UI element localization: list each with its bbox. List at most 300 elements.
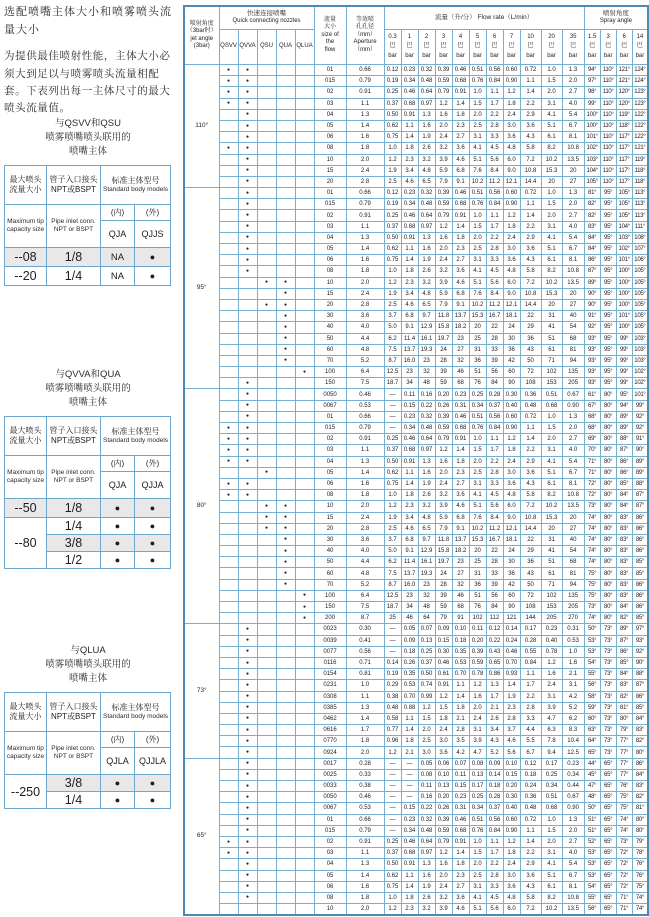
aperture-value: 2.4 xyxy=(346,288,384,299)
flow-rate-value: 1.5 xyxy=(418,713,435,724)
jet-angle-header-line: （3bar时） xyxy=(186,28,217,34)
spray-angle-value: 105° xyxy=(616,199,632,210)
nozzle-dot-qsu: ● xyxy=(257,523,276,534)
flow-rate-value: 112 xyxy=(486,613,503,624)
pressure-column-header xyxy=(452,30,469,65)
flow-rate-value: 4.7 xyxy=(541,713,562,724)
flow-rate-value: 0.32 xyxy=(418,411,435,422)
flow-rate-value: 3.6 xyxy=(503,478,520,489)
flow-rate-value: 2.9 xyxy=(520,109,541,120)
flow-rate-value: 4.5 xyxy=(486,490,503,501)
flow-rate-value: 3.6 xyxy=(503,881,520,892)
intro-paragraph: 为提供最佳喷射性能，主体大小必须大到足以与喷雾喷头流量相配套。下表列出每一主体尺寸的最大喷头流量值。 xyxy=(4,50,171,115)
nozzle-dot-empty xyxy=(295,176,314,187)
spray-angle-value: 94° xyxy=(616,400,632,411)
flow-rate-value: 46 xyxy=(401,613,418,624)
spray-angle-value: 63° xyxy=(584,725,600,736)
flow-rate-value: 2.3 xyxy=(452,244,469,255)
spray-angle-value: 80° xyxy=(600,389,616,400)
spray-angle-value: 73° xyxy=(600,657,616,668)
spray-angle-value: 44° xyxy=(584,758,600,769)
flow-rate-value: — xyxy=(384,635,401,646)
spray-angle-value: 90° xyxy=(584,299,600,310)
nozzle-dot-empty xyxy=(219,244,238,255)
flow-rate-value: 4.6 xyxy=(401,176,418,187)
spray-angle-value: 82° xyxy=(584,210,600,221)
flow-size-value: 06 xyxy=(314,132,346,143)
flow-rate-value: 27 xyxy=(562,299,584,310)
nozzle-dot-empty xyxy=(219,109,238,120)
nozzle-dot-empty xyxy=(257,546,276,557)
spray-angle-value: 95° xyxy=(600,378,616,389)
flow-size-value: 15 xyxy=(314,288,346,299)
nozzle-dot-empty xyxy=(295,456,314,467)
col-header-pipe-inlet-zh: 管子入口接头NPT或BSPT xyxy=(47,693,101,732)
nozzle-dot-qvva: ● xyxy=(238,848,257,859)
spray-angle-value: 110° xyxy=(600,120,616,131)
aperture-value: 2.0 xyxy=(346,904,384,915)
flow-rate-value: 11.4 xyxy=(401,333,418,344)
flow-rate-value: 2.4 xyxy=(541,680,562,691)
flow-rate-value: 0.65 xyxy=(486,657,503,668)
pressure-unit-en: bar xyxy=(507,52,516,59)
flow-rate-value: 0.19 xyxy=(384,199,401,210)
flow-rate-value: 6.5 xyxy=(418,299,435,310)
flow-rate-value: 4.6 xyxy=(503,736,520,747)
flow-rate-value: 0.75 xyxy=(384,881,401,892)
spray-angle-value: 72° xyxy=(616,848,632,859)
nozzle-dot-empty xyxy=(238,579,257,590)
flow-data-row xyxy=(184,769,648,780)
nozzle-dot-empty xyxy=(295,523,314,534)
flow-rate-value: 0.30 xyxy=(435,646,452,657)
flow-rate-value: 8.2 xyxy=(541,266,562,277)
flow-rate-value: 0.99 xyxy=(418,691,435,702)
flow-rate-value: 3.6 xyxy=(520,120,541,131)
nozzle-dot-empty xyxy=(276,210,295,221)
flow-rate-value: 4.3 xyxy=(486,736,503,747)
nozzle-dot-empty xyxy=(295,221,314,232)
flow-rate-value: 1.4 xyxy=(452,445,469,456)
flow-rate-value: 6.8 xyxy=(401,534,418,545)
nozzle-dot-qvva: ● xyxy=(238,87,257,98)
nozzle-dot-qsu: ● xyxy=(257,467,276,478)
nozzle-dot-empty xyxy=(257,848,276,859)
spray-angle-value: 84° xyxy=(616,490,632,501)
nozzle-dot-empty xyxy=(219,378,238,389)
nozzle-dot-empty xyxy=(257,188,276,199)
nozzle-dot-empty xyxy=(295,333,314,344)
spray-angle-value: 85° xyxy=(616,657,632,668)
nozzle-dot-empty xyxy=(257,602,276,613)
pressure-column-header xyxy=(584,30,600,65)
nozzle-dot-qsvv: ● xyxy=(219,848,238,859)
flow-rate-value: 0.13 xyxy=(435,781,452,792)
flow-rate-value: 1.2 xyxy=(503,434,520,445)
flow-data-row xyxy=(184,154,648,165)
nozzle-dot-empty xyxy=(295,65,314,76)
nozzle-dot-empty xyxy=(238,288,257,299)
flow-rate-value: 1.4 xyxy=(452,848,469,859)
flow-rate-value: 0.20 xyxy=(435,389,452,400)
flow-rate-value: 76 xyxy=(469,602,486,613)
spray-angle-value: 65° xyxy=(600,814,616,825)
spray-angle-value: 87° xyxy=(616,445,632,456)
nozzle-dot-empty xyxy=(295,747,314,758)
flow-rate-value: 0.59 xyxy=(469,657,486,668)
flow-rate-value: 5.8 xyxy=(520,266,541,277)
flow-rate-value: 1.5 xyxy=(435,702,452,713)
flow-rate-value: 0.48 xyxy=(520,803,541,814)
flow-rate-value: 1.1 xyxy=(401,244,418,255)
nozzle-dot-qvva: ● xyxy=(238,803,257,814)
flow-rate-value: 3.2 xyxy=(435,490,452,501)
pressure-unit-en: bar xyxy=(619,52,629,59)
nozzle-dot-empty xyxy=(295,143,314,154)
pressure-unit-en: bar xyxy=(405,52,414,59)
nozzle-dot-empty xyxy=(238,590,257,601)
nozzle-dot-empty xyxy=(238,299,257,310)
nozzle-dot-empty xyxy=(257,400,276,411)
spray-angle-value: 80° xyxy=(600,568,616,579)
flow-rate-value: 10.2 xyxy=(541,501,562,512)
spray-angle-value: 75° xyxy=(616,803,632,814)
nozzle-dot-empty xyxy=(276,109,295,120)
pressure-value: 0.3 xyxy=(388,34,397,41)
flow-rate-value: 3.2 xyxy=(435,266,452,277)
spray-angle-value: 100° xyxy=(584,109,600,120)
flow-rate-value: 19.3 xyxy=(418,344,435,355)
spray-angle-value: 80° xyxy=(600,579,616,590)
spray-angle-value: 105° xyxy=(632,299,648,310)
spray-angle-value: 95° xyxy=(600,244,616,255)
nozzle-dot-qua: ● xyxy=(276,557,295,568)
nozzle-dot-empty xyxy=(257,568,276,579)
flow-rate-value: 1.1 xyxy=(520,199,541,210)
body-table-caption xyxy=(4,368,172,409)
nozzle-dot-empty xyxy=(257,490,276,501)
flow-rate-value: 1.3 xyxy=(486,680,503,691)
nozzle-dot-empty xyxy=(219,266,238,277)
pressure-column-header xyxy=(520,30,541,65)
nozzle-dot-qlua: ● xyxy=(295,613,314,624)
aperture-value: 1.8 xyxy=(346,892,384,903)
nozzle-dot-empty xyxy=(219,176,238,187)
flow-rate-value: 1.3 xyxy=(562,411,584,422)
spray-angle-value: 74° xyxy=(616,814,632,825)
nozzle-dot-qvva: ● xyxy=(238,221,257,232)
flow-rate-value: 0.50 xyxy=(384,109,401,120)
spray-angle-value: 73° xyxy=(600,736,616,747)
flow-rate-value: 1.9 xyxy=(384,512,401,523)
nozzle-dot-qvva: ● xyxy=(238,478,257,489)
aperture-value: 5.2 xyxy=(346,355,384,366)
spray-angle-value: 121° xyxy=(616,76,632,87)
flow-data-row xyxy=(184,814,648,825)
flow-data-row xyxy=(184,892,648,903)
spray-angle-en: Spray angle xyxy=(599,18,632,25)
nozzle-dot-empty xyxy=(295,266,314,277)
nozzle-dot-qvva: ● xyxy=(238,859,257,870)
spray-angle-value: 105° xyxy=(632,311,648,322)
flow-rate-value: 7.2 xyxy=(520,154,541,165)
spray-angle-value: 86° xyxy=(632,579,648,590)
flow-data-row xyxy=(184,523,648,534)
spray-angle-value: 84° xyxy=(584,244,600,255)
flow-rate-value: 0.09 xyxy=(435,624,452,635)
spray-angle-value: 93° xyxy=(632,635,648,646)
flow-rate-value: 2.5 xyxy=(384,523,401,534)
flow-rate-value: 1.4 xyxy=(520,836,541,847)
pressure-column-header xyxy=(384,30,401,65)
spray-angle-value: 117° xyxy=(616,143,632,154)
flow-data-row xyxy=(184,725,648,736)
jet-angle-header-line: (3bar) xyxy=(193,43,210,49)
nozzle-dot-empty xyxy=(257,154,276,165)
nozzle-dot-empty xyxy=(219,590,238,601)
flow-rate-value: 54 xyxy=(562,322,584,333)
flow-size-value: 0231 xyxy=(314,680,346,691)
nozzle-dot-empty xyxy=(219,120,238,131)
flow-rate-value: 8.2 xyxy=(541,892,562,903)
flow-rate-value: 4.0 xyxy=(562,848,584,859)
flow-rate-value: 10.8 xyxy=(520,165,541,176)
flow-rate-value: 3.0 xyxy=(503,870,520,881)
flow-data-row xyxy=(184,299,648,310)
flow-rate-value: 0.20 xyxy=(469,635,486,646)
spray-angle-value: 85° xyxy=(632,613,648,624)
flow-rate-value: 2.1 xyxy=(401,747,418,758)
pressure-unit-en: bar xyxy=(547,52,556,59)
nozzle-dot-empty xyxy=(295,423,314,434)
flow-rate-value: 0.86 xyxy=(486,669,503,680)
aperture-value: 1.0 xyxy=(346,680,384,691)
nozzle-dot-empty xyxy=(276,255,295,266)
spray-angle-value: 107° xyxy=(632,244,648,255)
inner-availability: ● xyxy=(101,775,135,792)
flow-rate-value: 5.8 xyxy=(520,143,541,154)
nozzle-dot-empty xyxy=(257,143,276,154)
pressure-unit-en: bar xyxy=(587,52,597,59)
flow-rate-value: 0.18 xyxy=(452,635,469,646)
spray-angle-value: 73° xyxy=(616,836,632,847)
flow-rate-value: 36 xyxy=(469,579,486,590)
flow-rate-value: 0.37 xyxy=(384,445,401,456)
spray-angle-value: 121° xyxy=(616,65,632,76)
flow-rate-value: 0.08 xyxy=(418,769,435,780)
flow-rate-value: 28 xyxy=(435,579,452,590)
spray-angle-value: 123° xyxy=(632,98,648,109)
caption-line: 喷嘴主体 xyxy=(68,396,107,408)
flow-rate-value: 4.5 xyxy=(486,892,503,903)
nozzle-dot-empty xyxy=(276,176,295,187)
flow-rate-value: 0.68 xyxy=(452,76,469,87)
flow-rate-value: 0.76 xyxy=(469,199,486,210)
flow-rate-value: 0.24 xyxy=(520,781,541,792)
flow-rate-value: 11.8 xyxy=(435,534,452,545)
nozzle-column-header-qsvv: QSVV xyxy=(219,30,238,65)
aperture-value: 0.71 xyxy=(346,657,384,668)
flow-rate-value: 10.2 xyxy=(469,523,486,534)
flow-rate-value: 71 xyxy=(541,579,562,590)
col-header-standard-body xyxy=(101,166,171,205)
spray-angle-value: 121° xyxy=(632,143,648,154)
spray-angle-value: 93° xyxy=(584,378,600,389)
spray-angle-value: 123° xyxy=(632,87,648,98)
nozzle-dot-empty xyxy=(219,568,238,579)
nozzle-dot-qvva: ● xyxy=(238,736,257,747)
flow-rate-value: 0.51 xyxy=(541,792,562,803)
flow-rate-value: 0.32 xyxy=(418,65,435,76)
flow-data-row xyxy=(184,344,648,355)
flow-rate-value: 0.37 xyxy=(486,803,503,814)
flow-rate-value: 48 xyxy=(418,378,435,389)
flow-rate-value: 5.9 xyxy=(435,512,452,523)
pressure-unit-zh: 巴 xyxy=(605,43,612,50)
flow-rate-value: 2.6 xyxy=(418,266,435,277)
nozzle-dot-empty xyxy=(219,333,238,344)
flow-rate-value: 1.7 xyxy=(486,221,503,232)
nozzle-dot-empty xyxy=(276,456,295,467)
flow-rate-value: 1.2 xyxy=(418,702,435,713)
flow-rate-value: 71 xyxy=(541,355,562,366)
spray-angle-value: 65° xyxy=(600,892,616,903)
nozzle-dot-empty xyxy=(276,221,295,232)
aperture-value: 0.46 xyxy=(346,389,384,400)
nozzle-dot-empty xyxy=(238,557,257,568)
spray-angle-value: 74° xyxy=(584,534,600,545)
flow-rate-value: 3.9 xyxy=(435,154,452,165)
spray-angle-value: 83° xyxy=(616,557,632,568)
flow-rate-value: 10.8 xyxy=(520,512,541,523)
flow-rate-value: 36 xyxy=(503,568,520,579)
pressure-unit-zh: 巴 xyxy=(527,43,534,50)
nozzle-dot-empty xyxy=(295,165,314,176)
flow-rate-value: 0.34 xyxy=(401,825,418,836)
flow-rate-value: 1.8 xyxy=(401,892,418,903)
flow-rate-value: 2.9 xyxy=(520,859,541,870)
flow-rate-value: 0.18 xyxy=(486,781,503,792)
flow-rate-value: 81 xyxy=(562,568,584,579)
nozzle-dot-empty xyxy=(295,680,314,691)
flow-rate-value: 27 xyxy=(562,176,584,187)
spray-angle-value: 77° xyxy=(616,736,632,747)
nozzle-dot-empty xyxy=(257,725,276,736)
nozzle-dot-empty xyxy=(276,825,295,836)
flow-data-row xyxy=(184,568,648,579)
nozzle-dot-empty xyxy=(276,188,295,199)
flow-rate-value: 0.60 xyxy=(503,411,520,422)
outer-availability: ● xyxy=(135,535,171,552)
nozzle-dot-empty xyxy=(257,244,276,255)
col-header-pipe-inlet-en: Pipe inlet conn. NPT or BSPT xyxy=(47,456,101,499)
flow-rate-value: 1.6 xyxy=(418,467,435,478)
spray-angle-value: 99° xyxy=(616,355,632,366)
flow-data-row xyxy=(184,411,648,422)
flow-rate-value: 0.91 xyxy=(452,434,469,445)
flow-rate-value: 1.0 xyxy=(541,188,562,199)
spray-angle-value: 71° xyxy=(616,892,632,903)
pressure-value: 1 xyxy=(407,34,412,41)
nozzle-dot-empty xyxy=(295,411,314,422)
nozzle-dot-empty xyxy=(219,277,238,288)
flow-data-row xyxy=(184,176,648,187)
nozzle-dot-empty xyxy=(295,478,314,489)
flow-rate-value: 205 xyxy=(562,602,584,613)
flow-rate-value: 0.10 xyxy=(452,624,469,635)
flow-rate-value: 0.56 xyxy=(486,814,503,825)
nozzle-dot-empty xyxy=(276,232,295,243)
flow-rate-value: 0.19 xyxy=(384,669,401,680)
spray-angle-value: 105° xyxy=(616,210,632,221)
nozzle-dot-empty xyxy=(295,758,314,769)
spray-angle-value: 80° xyxy=(600,411,616,422)
flow-rate-value: 0.28 xyxy=(520,635,541,646)
nozzle-dot-empty xyxy=(295,378,314,389)
flow-rate-value: 5.6 xyxy=(486,154,503,165)
spray-angle-value: 111° xyxy=(632,221,648,232)
nozzle-dot-empty xyxy=(219,132,238,143)
flow-rate-value: 3.6 xyxy=(452,892,469,903)
flow-rate-value: 60 xyxy=(503,590,520,601)
flow-rate-value: 135 xyxy=(562,367,584,378)
nozzle-dot-empty xyxy=(219,881,238,892)
flow-rate-value: 1.0 xyxy=(384,143,401,154)
flow-rate-value: 0.34 xyxy=(541,781,562,792)
flow-rate-value: 10.2 xyxy=(469,176,486,187)
flow-data-row xyxy=(184,109,648,120)
nozzle-dot-empty xyxy=(295,657,314,668)
flow-rate-value: 1.7 xyxy=(486,98,503,109)
spray-angle-value: 110° xyxy=(600,143,616,154)
aperture-value: 6.4 xyxy=(346,367,384,378)
nozzle-dot-empty xyxy=(219,825,238,836)
nozzle-dot-qvva: ● xyxy=(238,266,257,277)
flow-rate-value: 0.16 xyxy=(418,389,435,400)
flow-rate-value: 5.6 xyxy=(486,277,503,288)
flow-rate-value: 0.88 xyxy=(401,702,418,713)
flow-rate-value: 3.1 xyxy=(541,848,562,859)
spray-angle-value: 75° xyxy=(632,881,648,892)
flow-rate-value: 9.0 xyxy=(503,165,520,176)
flow-rate-value: 0.46 xyxy=(435,657,452,668)
spray-angle-value: 82° xyxy=(632,736,648,747)
spray-angle-value: 99° xyxy=(632,400,648,411)
spray-angle-value: 45° xyxy=(584,769,600,780)
flow-rate-value: 2.0 xyxy=(562,423,584,434)
flow-rate-value: 1.1 xyxy=(486,210,503,221)
flow-rate-value: 0.75 xyxy=(384,132,401,143)
nozzle-dot-empty xyxy=(257,747,276,758)
spray-angle-value: 95° xyxy=(600,210,616,221)
flow-rate-value: 2.7 xyxy=(452,132,469,143)
flow-rate-value: 0.23 xyxy=(401,188,418,199)
spray-angle-value: 85° xyxy=(632,568,648,579)
aperture-header xyxy=(346,6,384,65)
flow-rate-value: 1.7 xyxy=(520,680,541,691)
nozzle-dot-empty xyxy=(257,792,276,803)
flow-size-value: 10 xyxy=(314,154,346,165)
aperture-value: 1.7 xyxy=(346,725,384,736)
nozzle-dot-empty xyxy=(257,232,276,243)
flow-rate-value: 4.3 xyxy=(520,881,541,892)
flow-rate-value: 0.15 xyxy=(401,803,418,814)
pressure-unit-en: bar xyxy=(568,52,578,59)
spray-angle-value: 74° xyxy=(616,825,632,836)
flow-rate-value: 2.6 xyxy=(486,713,503,724)
pressure-value: 2 xyxy=(424,34,429,41)
flow-rate-value: 2.3 xyxy=(401,904,418,915)
